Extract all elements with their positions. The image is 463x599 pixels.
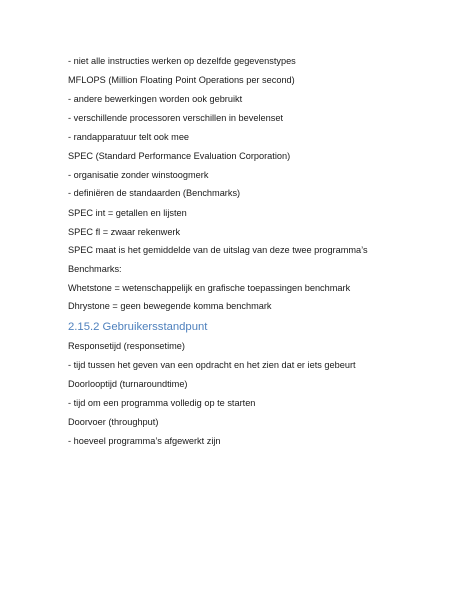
text-line: Whetstone = wetenschappelijk en grafische toepassingen benchmark [68,283,351,293]
text-line: - tijd tussen het geven van een opdracht en het zien dat er iets gebeurt [68,360,356,370]
text-line: Dhrystone = geen bewegende komma benchmark [68,301,272,311]
text-line: Benchmarks: [68,264,122,274]
text-line: - organisatie zonder winstoogmerk [68,170,209,180]
text-line: SPEC int = getallen en lijsten [68,208,187,218]
text-line: - verschillende processoren verschillen in bevelenset [68,113,283,123]
text-line: - tijd om een programma volledig op te starten [68,398,256,408]
text-line: - definiëren de standaarden (Benchmarks) [68,188,241,198]
text-line: SPEC fl = zwaar rekenwerk [68,227,181,237]
text-line: Responsetijd (responsetime) [68,341,185,351]
text-line: - randapparatuur telt ook mee [68,132,190,142]
text-line: Doorlooptijd (turnaroundtime) [68,379,188,389]
text-line: Doorvoer (throughput) [68,417,159,427]
text-line: - hoeveel programma’s afgewerkt zijn [68,436,221,446]
text-line: SPEC maat is het gemiddelde van de uitslag van deze twee programma’s [68,245,368,255]
text-line: SPEC (Standard Performance Evaluation Corporation) [68,151,291,161]
text-line: - andere bewerkingen worden ook gebruikt [68,94,243,104]
text-line: MFLOPS (Million Floating Point Operations per second) [68,75,295,85]
section-heading: 2.15.2 Gebruikersstandpunt [68,321,208,333]
text-line: - niet alle instructies werken op dezelfde gegevenstypes [68,56,296,66]
